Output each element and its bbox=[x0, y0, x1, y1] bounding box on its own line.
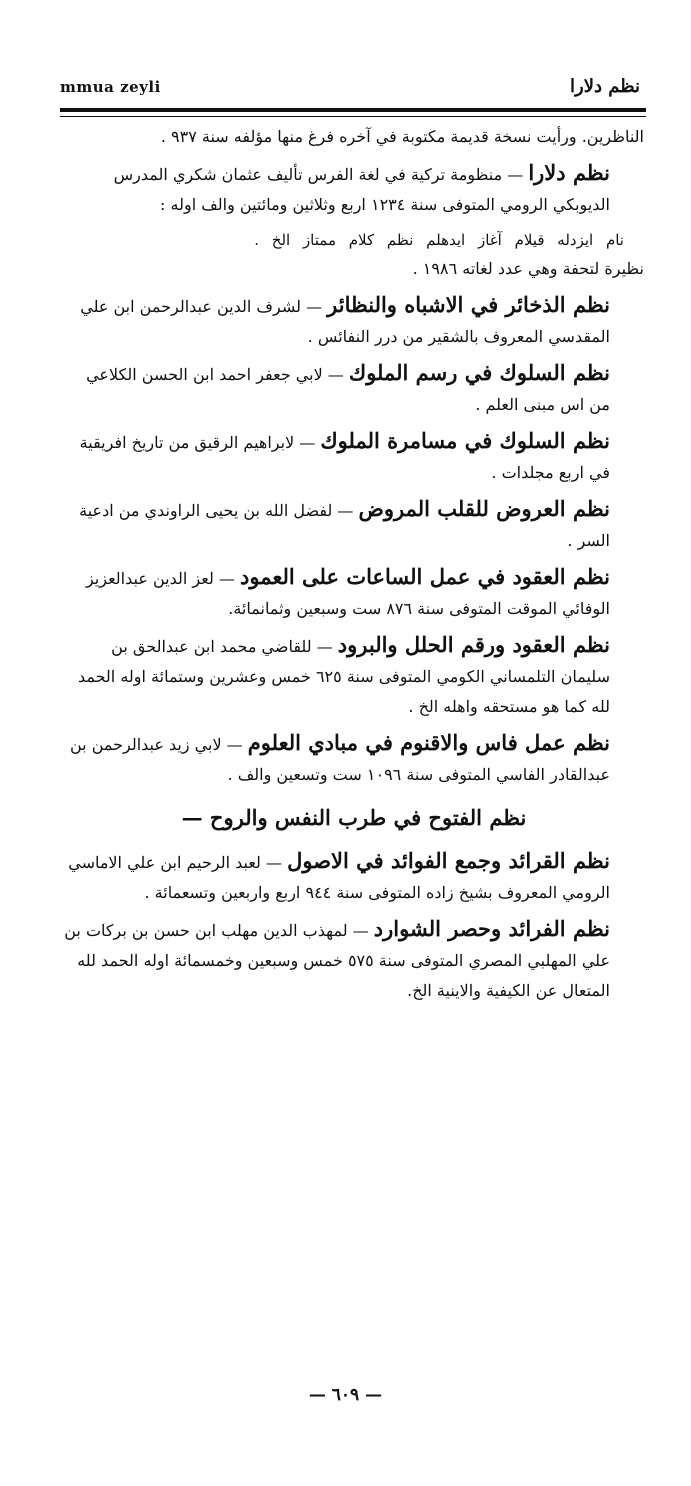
entry-title: نظم الفرائد وحصر الشوارد bbox=[373, 916, 610, 941]
entry-continuation bbox=[64, 122, 644, 152]
entry-nazm-suluk-rasm bbox=[64, 358, 644, 420]
entry-text: — لعبد الرحيم ابن علي الاماسي الرومي المعروف بشيخ زاده المتوفى سنة ٩٤٤ اربع واربعين وتسعمائة . bbox=[68, 853, 610, 902]
entry-note bbox=[64, 254, 644, 284]
entry-text: — لعز الدين عبدالعزيز الوفائي الموقت المتوفى سنة ٨٧٦ ست وسبعين وثمانمائة. bbox=[85, 569, 610, 618]
entry-nazm-amal-fas bbox=[64, 728, 644, 790]
page-number: — ٦٠٩ — bbox=[308, 1385, 383, 1405]
entry-title: نظم السلوك في رسم الملوك bbox=[348, 360, 610, 385]
entry-nazm-uqud-hulal bbox=[64, 630, 644, 722]
entry-nazm-dilara bbox=[64, 158, 644, 220]
header-left-label: mmua zeyli bbox=[60, 78, 161, 96]
entry-text: الناظرين. ورأيت نسخة قديمة مكتوبة في آخره فرغ منها مؤلفه سنة ٩٣٧ . bbox=[160, 127, 644, 146]
entry-title: نظم عمل فاس والاقنوم في مبادي العلوم bbox=[247, 730, 610, 755]
entry-nazm-faraid bbox=[64, 914, 644, 1006]
entry-title: نظم السلوك في مسامرة الملوك bbox=[320, 428, 610, 453]
entry-nazm-dhakhair bbox=[64, 290, 644, 352]
entry-nazm-uqud-saat bbox=[64, 562, 644, 624]
header-rule-thin bbox=[60, 116, 646, 117]
entry-title: نظم دلارا bbox=[528, 160, 610, 185]
entry-title: نظم العروض للقلب المروض bbox=[358, 496, 610, 521]
entry-text: — لابي جعفر احمد ابن الحسن الكلاعي من اس مبنى العلم . bbox=[86, 365, 610, 414]
entries-body bbox=[64, 122, 644, 1012]
entry-title: نظم العقود في عمل الساعات على العمود bbox=[240, 564, 610, 589]
entry-text: — للقاضي محمد ابن عبدالحق بن سليمان التلمساني الكومي المتوفى سنة ٦٢٥ خمس وعشرين وستمائة اوله الحمد لله كما هو مستحقه واهله الخ . bbox=[77, 637, 610, 716]
entry-title: نظم الذخائر في الاشباه والنظائر bbox=[327, 292, 610, 317]
entry-verse: نام ايزدله قيلام آغاز ايدهلم نظم كلام ممتاز الخ . bbox=[254, 231, 624, 249]
entry-title: نظم القرائد وجمع الفوائد في الاصول bbox=[287, 848, 610, 873]
entry-text: — لفضل الله بن يحيى الراوندي من ادعية السر . bbox=[79, 501, 610, 550]
entry-title: نظم العقود ورقم الحلل والبرود bbox=[337, 632, 610, 657]
header-title: نظم دلارا bbox=[570, 76, 640, 97]
entry-nazm-qaraid bbox=[64, 846, 644, 908]
entry-nazm-futuh: نظم الفتوح في طرب النفس والروح — bbox=[181, 805, 527, 830]
running-header bbox=[60, 76, 640, 106]
header-rule-thick bbox=[60, 108, 646, 112]
entry-text: — لابي زيد عبدالرحمن بن عبدالقادر الفاسي المتوفى سنة ١٠٩٦ ست وتسعين والف . bbox=[69, 735, 610, 784]
entry-nazm-suluk-musamara bbox=[64, 426, 644, 488]
entry-text: نظيرة لتحفة وهي عدد لغاته ١٩٨٦ . bbox=[412, 259, 644, 278]
entry-text: — لابراهيم الرقيق من تاريخ افريقية في اربع مجلدات . bbox=[79, 433, 610, 482]
entry-text: — لمهذب الدين مهلب ابن حسن بن بركات بن علي المهلبي المصري المتوفى سنة ٥٧٥ خمس وسبعين وخمسمائة اوله الحمد لله المتعال عن الكيفية والاينية الخ. bbox=[64, 921, 610, 1000]
entry-text: — منظومة تركية في لغة الفرس تأليف عثمان شكري المدرس الديوبكي الرومي المتوفى سنة ١٢٣٤ اربع وثلاثين ومائتين والف اوله : bbox=[113, 165, 610, 214]
entry-nazm-arud bbox=[64, 494, 644, 556]
entry-text: — لشرف الدين عبدالرحمن ابن علي المقدسي المعروف بالشقير من درر النفائس . bbox=[80, 297, 610, 346]
